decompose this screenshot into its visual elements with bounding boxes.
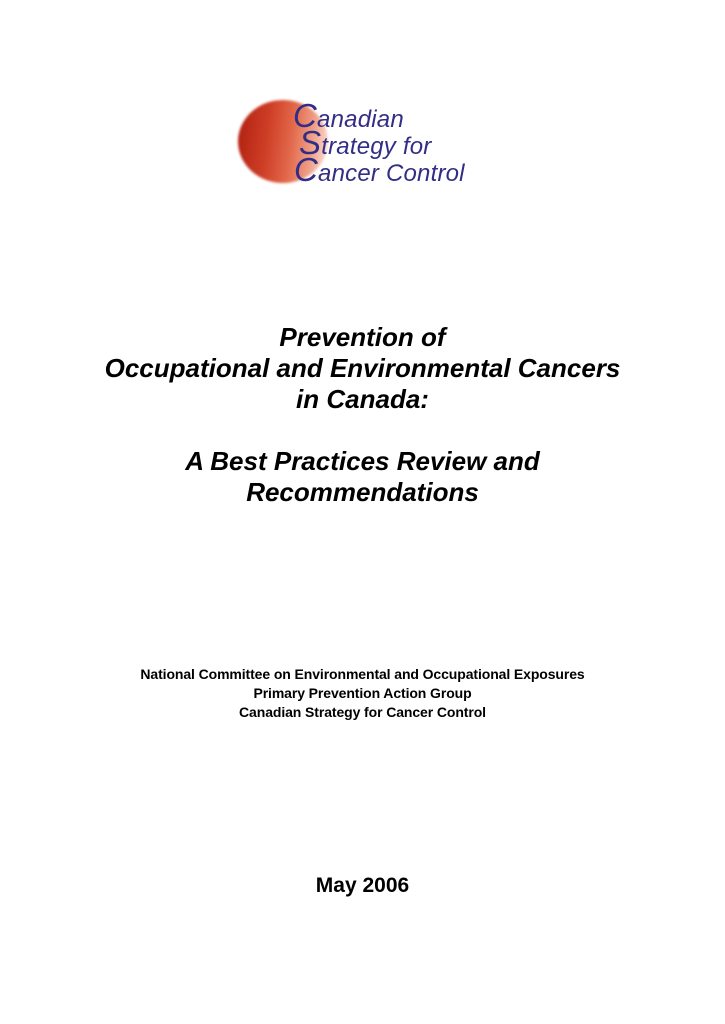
subtitle-line-1: A Best Practices Review and	[185, 446, 540, 476]
committee-line-2: Primary Prevention Action Group	[253, 685, 472, 701]
title-line-3: in Canada:	[296, 384, 429, 414]
logo-initial-letter: C	[293, 97, 318, 134]
logo-line-rest: ancer Control	[318, 160, 465, 187]
title-gap	[0, 415, 725, 446]
logo-initial-letter: C	[294, 151, 319, 188]
publication-date: May 2006	[315, 874, 410, 897]
logo-text	[293, 97, 465, 188]
title-line-2: Occupational and Environmental Cancers	[104, 353, 621, 383]
subtitle-line-2: Recommendations	[246, 477, 479, 507]
committee-attribution	[0, 665, 725, 722]
committee-line-1: National Committee on Environmental and Occupational Exposures	[140, 666, 585, 682]
logo-initial-letter: S	[299, 124, 322, 161]
report-title	[0, 322, 725, 508]
logo-line-strategy-for	[299, 124, 465, 161]
logo-line-cancer-control	[294, 151, 465, 188]
logo-line-rest: anadian	[317, 106, 404, 133]
cscc-logo	[238, 95, 498, 190]
logo-line-rest: trategy for	[321, 133, 432, 160]
committee-line-3: Canadian Strategy for Cancer Control	[239, 704, 486, 720]
title-line-1: Prevention of	[279, 322, 446, 352]
